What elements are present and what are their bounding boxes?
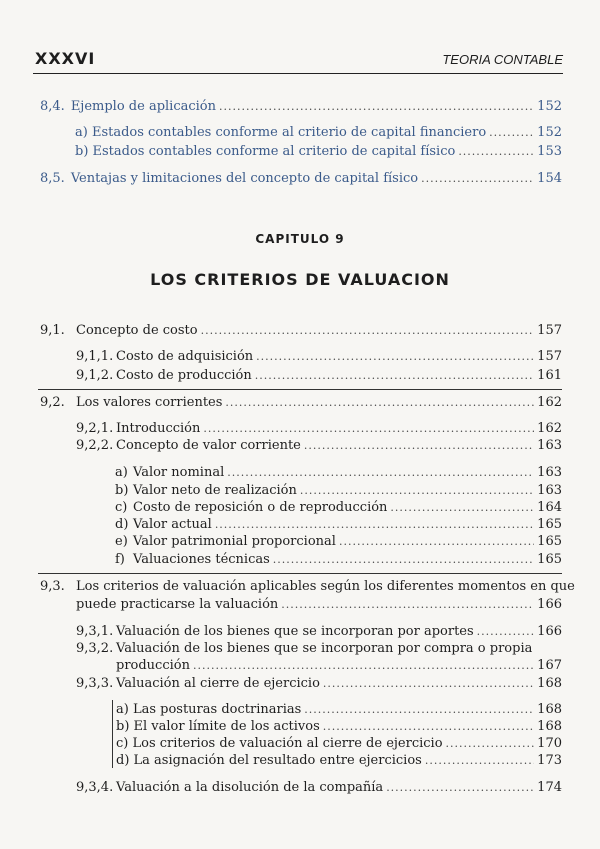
entry-text: d) La asignación del resultado entre ejercicios [116, 753, 422, 768]
entry-page: 168 [537, 702, 562, 717]
entry-page: 165 [537, 517, 562, 532]
entry-page: 153 [537, 144, 562, 159]
page-number: XXXVI [35, 49, 96, 68]
entry-page: 174 [537, 780, 562, 795]
toc-entry-9-3-3-d [116, 752, 562, 769]
entry-number: 9,2,2. [76, 438, 114, 453]
entry-page: 162 [537, 421, 562, 436]
toc-entry-9-2-2-f [115, 551, 562, 568]
entry-text: a) Estados contables conforme al criterio de capital financiero [75, 125, 487, 140]
entry-number: a) [115, 465, 128, 480]
toc-entry-9-3-3-c [116, 735, 562, 752]
toc-entry-9-3-line2 [76, 596, 562, 613]
leader-dots [203, 420, 534, 437]
toc-entry-9-3-4 [76, 779, 562, 796]
toc-entry-9-2-2 [76, 437, 562, 454]
leader-dots [489, 124, 534, 141]
toc-entry-9-3-3 [76, 675, 562, 692]
chapter-title: LOS CRITERIOS DE VALUACION [150, 270, 450, 289]
entry-text: Concepto de valor corriente [116, 438, 301, 453]
toc-entry-8-4-b [75, 143, 562, 160]
entry-number: 9,3,3. [76, 676, 114, 691]
chapter-number: CAPITULO 9 [255, 232, 345, 246]
entry-text: Valuación a la disolución de la compañía [116, 780, 384, 795]
entry-text: Valor actual [133, 517, 212, 532]
entry-number: 9,1,2. [76, 368, 114, 383]
entry-page: 170 [537, 736, 562, 751]
toc-entry-8-4-a [75, 124, 562, 141]
toc-entry-9-1-2 [76, 367, 562, 384]
entry-text: Valor nominal [133, 465, 225, 480]
toc-entry-9-3-1 [76, 623, 562, 640]
leader-dots [390, 499, 534, 516]
entry-number: 9,3. [40, 579, 65, 594]
entry-number: e) [115, 534, 128, 549]
leader-dots [281, 596, 534, 613]
entry-page: 152 [537, 99, 562, 114]
entry-page: 173 [537, 753, 562, 768]
entry-number: 9,3,1. [76, 624, 114, 639]
entry-number: f) [115, 552, 125, 567]
entry-page: 166 [537, 597, 562, 612]
leader-dots [458, 143, 534, 160]
section-rule [38, 389, 562, 390]
section-rule [38, 573, 562, 574]
entry-text: Valuación de los bienes que se incorporan por aportes [116, 624, 474, 639]
entry-text: Ventajas y limitaciones del concepto de capital físico [70, 171, 419, 186]
entry-page: 152 [537, 125, 562, 140]
leader-dots [477, 623, 535, 640]
entry-page: 167 [537, 658, 562, 673]
entry-page: 163 [537, 483, 562, 498]
entry-page: 162 [537, 395, 562, 410]
entry-text: Valor patrimonial proporcional [133, 534, 336, 549]
entry-text: b) El valor límite de los activos [116, 719, 320, 734]
entry-page: 157 [537, 349, 562, 364]
entry-number: 9,2. [40, 395, 65, 410]
entry-text: Introducción [116, 421, 201, 436]
entry-page: 165 [537, 552, 562, 567]
entry-page: 163 [537, 465, 562, 480]
entry-text: Costo de reposición o de reproducción [133, 500, 388, 515]
entry-text: Valuación de los bienes que se incorporan por compra o propia [116, 641, 533, 656]
entry-text: Ejemplo de aplicación [70, 99, 216, 114]
entry-page: 165 [537, 534, 562, 549]
leader-dots [225, 394, 534, 411]
entry-page: 164 [537, 500, 562, 515]
leader-dots [273, 551, 534, 568]
toc-entry-9-2-2-b [115, 482, 562, 499]
toc-entry-9-3-3-a [116, 701, 562, 718]
leader-dots [446, 735, 535, 752]
toc-entry-9-2-2-a [115, 464, 562, 481]
toc-entry-9-2-2-e [115, 533, 562, 550]
leader-dots [304, 437, 534, 454]
toc-entry-9-3-2-line2 [116, 657, 562, 674]
entry-page: 161 [537, 368, 562, 383]
leader-dots [339, 533, 534, 550]
entry-number: 9,3,2. [76, 641, 114, 656]
entry-text: a) Las posturas doctrinarias [116, 702, 302, 717]
entry-text: Los valores corrientes [76, 395, 223, 410]
leader-dots [227, 464, 534, 481]
entry-page: 166 [537, 624, 562, 639]
toc-entry-9-3-2-line1 [76, 640, 532, 657]
entry-text: b) Estados contables conforme al criterio de capital físico [75, 144, 456, 159]
entry-text-continued: puede practicarse la valuación [76, 597, 279, 612]
leader-dots [386, 779, 534, 796]
leader-dots [323, 675, 534, 692]
entry-page: 154 [537, 171, 562, 186]
entry-text: Valuaciones técnicas [133, 552, 270, 567]
leader-dots [215, 516, 534, 533]
toc-entry-9-2-1 [76, 420, 562, 437]
entry-number: c) [115, 500, 128, 515]
entry-number: d) [115, 517, 129, 532]
entry-text: Valor neto de realización [133, 483, 297, 498]
entry-text: Los criterios de valuación aplicables según los diferentes momentos en que [76, 579, 575, 594]
leader-dots [304, 701, 534, 718]
toc-entry-9-2 [40, 394, 562, 411]
entry-number: 9,3,4. [76, 780, 114, 795]
leader-dots [421, 170, 534, 187]
entry-number: 9,2,1. [76, 421, 114, 436]
entry-page: 157 [537, 323, 562, 338]
toc-entry-8-4 [40, 98, 562, 115]
toc-entry-8-5 [40, 170, 562, 187]
leader-dots [193, 657, 534, 674]
leader-dots [425, 752, 534, 769]
entry-text: c) Los criterios de valuación al cierre de ejercicio [116, 736, 443, 751]
entry-text: Costo de producción [116, 368, 252, 383]
toc-entry-9-3-line1 [40, 578, 575, 595]
entry-page: 168 [537, 719, 562, 734]
entry-number: b) [115, 483, 129, 498]
leader-dots [255, 367, 534, 384]
leader-dots [256, 348, 534, 365]
subsection-bracket [112, 700, 113, 768]
toc-entry-9-3-3-b [116, 718, 562, 735]
header-rule [33, 73, 563, 74]
leader-dots [323, 718, 534, 735]
entry-number: 8,5. [40, 171, 65, 186]
running-title: TEORIA CONTABLE [442, 52, 563, 67]
entry-text-continued: producción [116, 658, 190, 673]
entry-number: 9,1,1. [76, 349, 114, 364]
toc-entry-9-2-2-c [115, 499, 562, 516]
leader-dots [219, 98, 534, 115]
entry-page: 163 [537, 438, 562, 453]
entry-text: Valuación al cierre de ejercicio [116, 676, 320, 691]
entry-number: 9,1. [40, 323, 65, 338]
toc-entry-9-1-1 [76, 348, 562, 365]
toc-entry-9-1 [40, 322, 562, 339]
leader-dots [201, 322, 535, 339]
entry-text: Concepto de costo [76, 323, 198, 338]
entry-page: 168 [537, 676, 562, 691]
toc-entry-9-2-2-d [115, 516, 562, 533]
entry-number: 8,4. [40, 99, 65, 114]
leader-dots [300, 482, 534, 499]
entry-text: Costo de adquisición [116, 349, 254, 364]
